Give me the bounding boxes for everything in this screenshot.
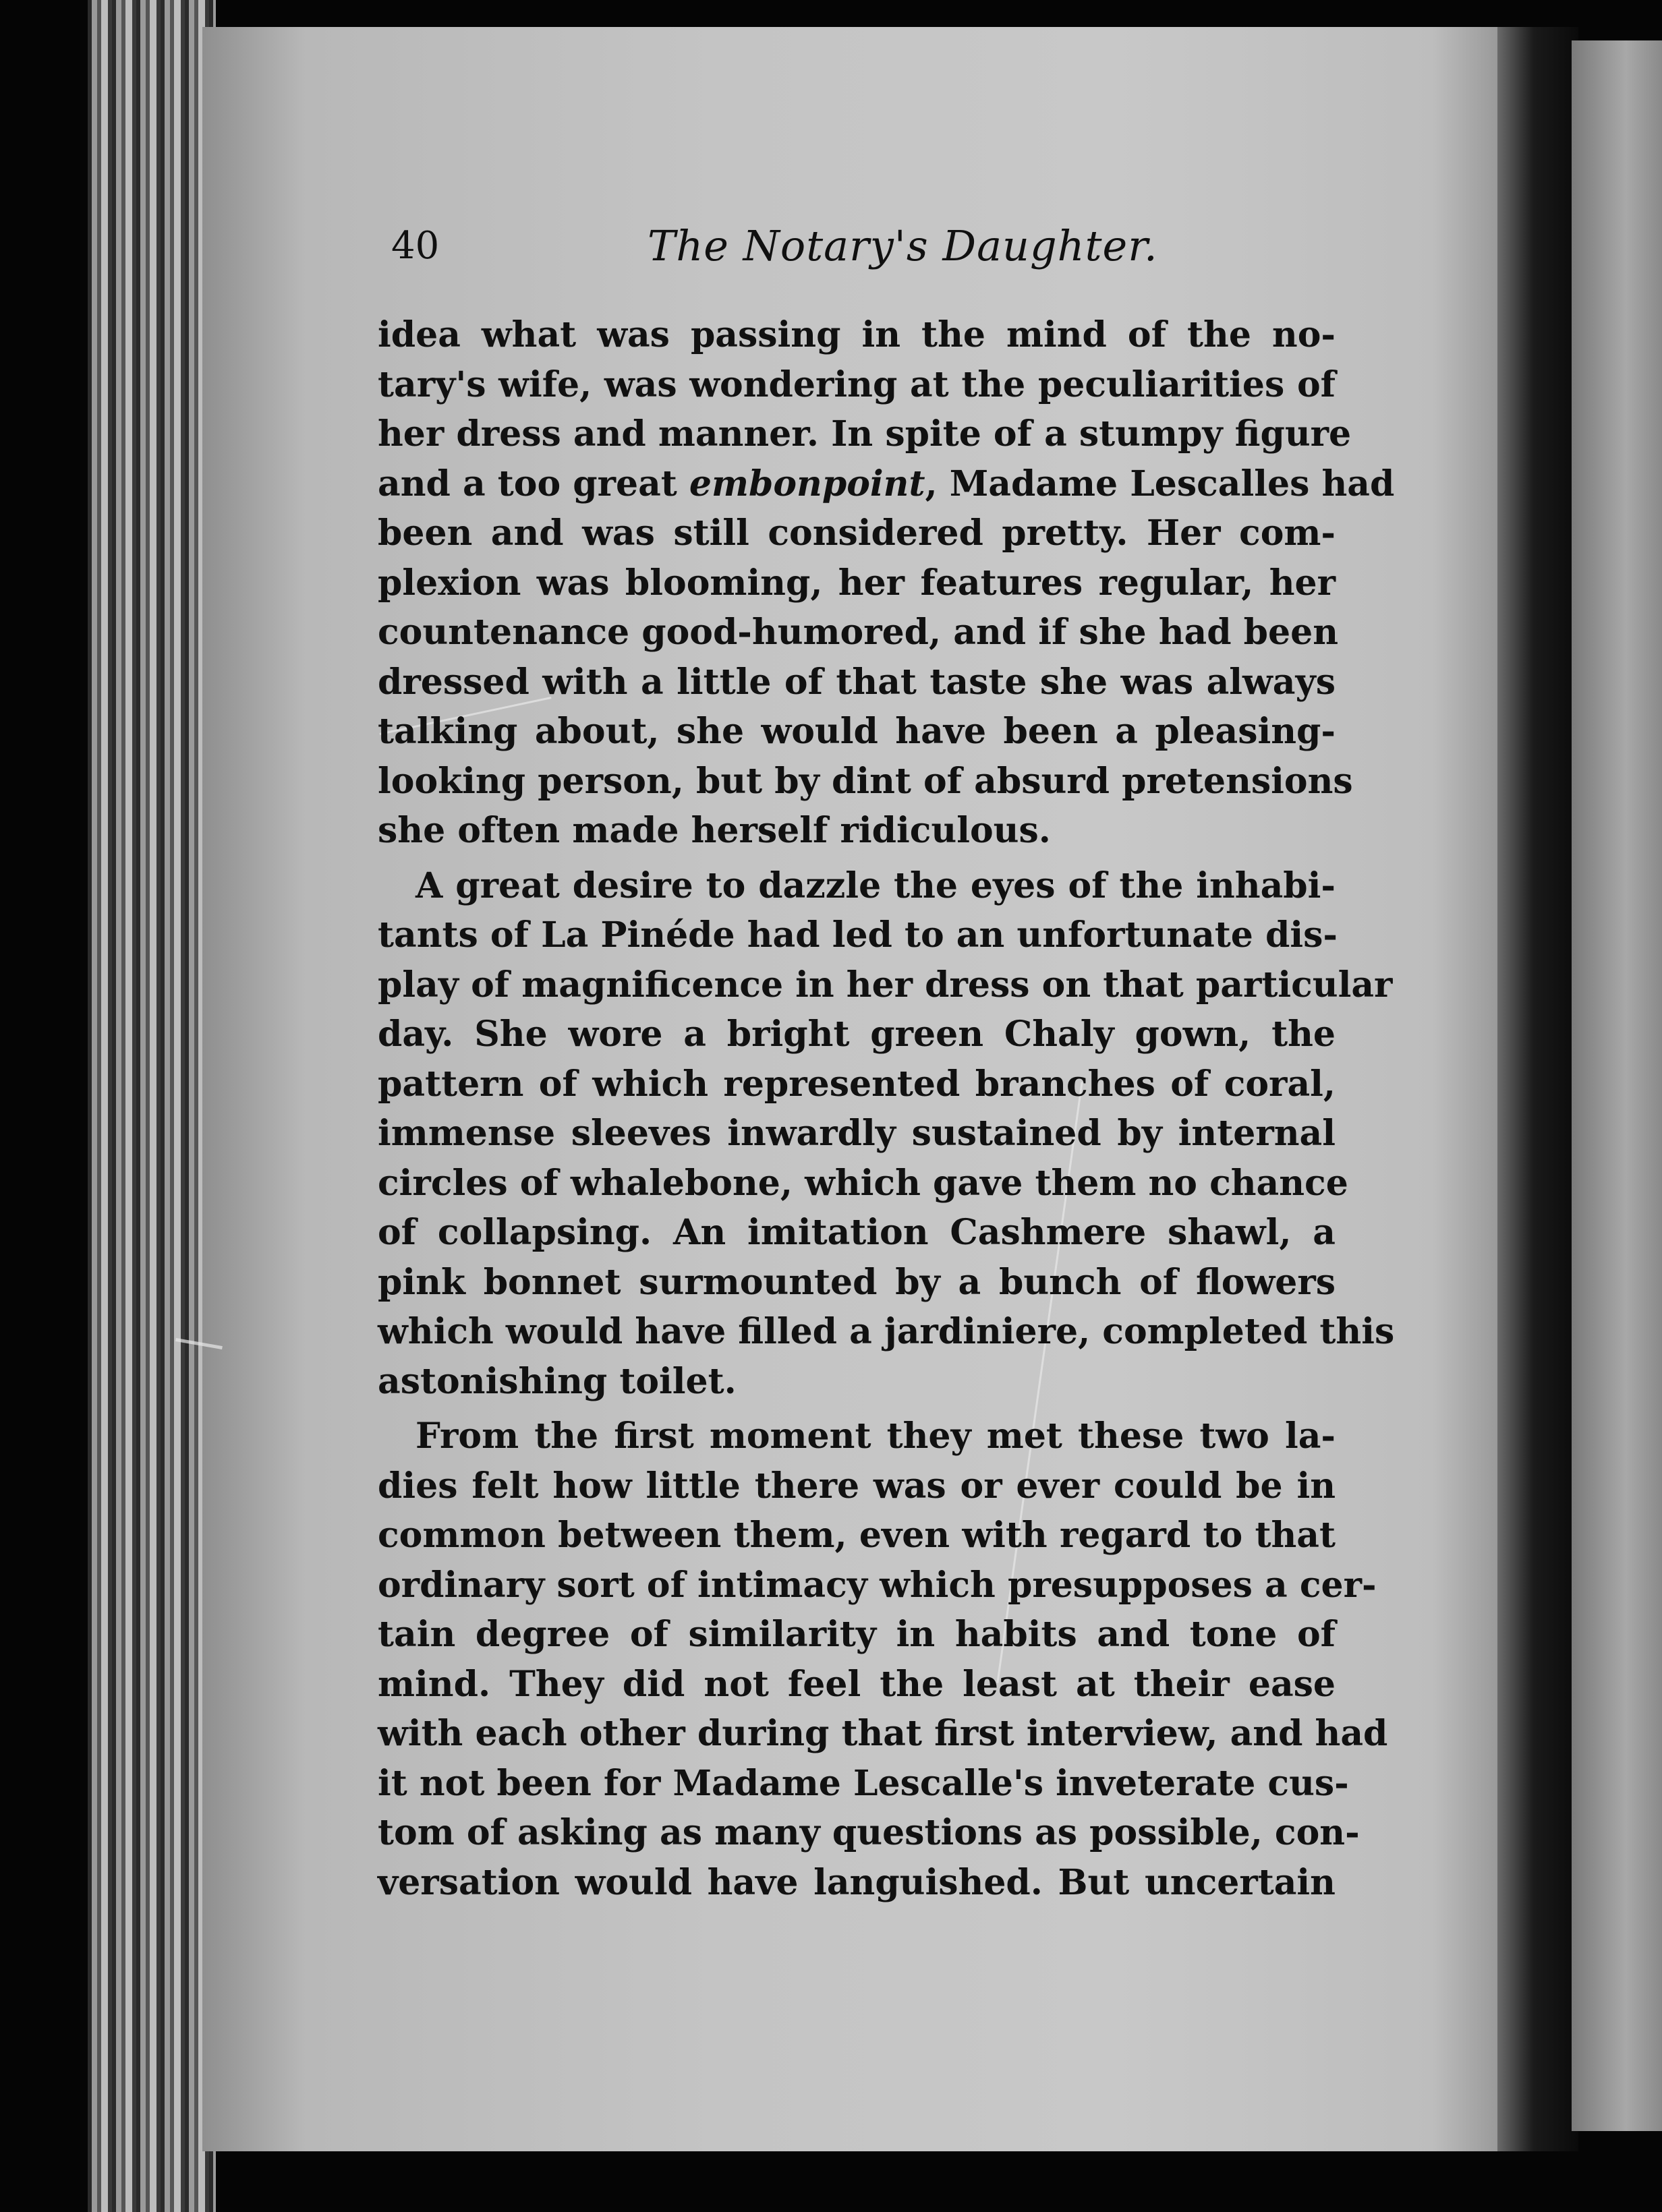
text-line: been and was still considered pretty. Her com- — [378, 513, 1336, 554]
text-line: plexion was blooming, her features regular, her — [378, 562, 1336, 604]
text-line: it not been for Madame Lescalle's inveterate cus- — [378, 1762, 1349, 1804]
text-line: circles of whalebone, which gave them no chance — [378, 1162, 1348, 1204]
text-line: mind. They did not feel the least at their ease — [378, 1663, 1336, 1705]
text-line: immense sleeves inwardly sustained by internal — [378, 1113, 1336, 1154]
text-line: versation would have languished. But uncertain — [378, 1861, 1336, 1903]
text-line: pink bonnet surmounted by a bunch of flowers — [378, 1261, 1336, 1303]
text-line: tain degree of similarity in habits and tone of — [378, 1614, 1336, 1655]
text-line: common between them, even with regard to that — [378, 1515, 1336, 1556]
text-line: play of magnificence in her dress on that particular — [378, 964, 1393, 1006]
text-line: dressed with a little of that taste she was always — [378, 661, 1336, 703]
text-line: tom of asking as many questions as possible, con- — [378, 1812, 1360, 1853]
text-line: pattern of which represented branches of coral, — [378, 1063, 1336, 1105]
paragraph-1 — [378, 310, 1395, 856]
text-line: talking about, she would have been a pleasing- — [378, 711, 1336, 752]
text-line: A great desire to dazzle the eyes of the inhabi- — [416, 865, 1336, 906]
running-title: The Notary's Daughter. — [648, 221, 1158, 270]
text-line: with each other during that first interview, and had — [378, 1713, 1388, 1754]
text-line: astonishing toilet. — [378, 1360, 737, 1402]
book-page-edges — [88, 0, 216, 2212]
book-gutter — [1497, 27, 1578, 2151]
text-line: she often made herself ridiculous. — [378, 810, 1051, 851]
paragraph-2 — [378, 861, 1395, 1407]
text-line: idea what was passing in the mind of the no- — [378, 314, 1336, 355]
text-line: looking person, but by dint of absurd pretensions — [378, 760, 1353, 802]
text-line: countenance good-humored, and if she had been — [378, 612, 1339, 653]
text-line: and a too great embonpoint, Madame Lescalles had — [378, 463, 1395, 504]
text-line: her dress and manner. In spite of a stumpy figure — [378, 413, 1352, 455]
text-line: which would have filled a jardiniere, completed this — [378, 1311, 1395, 1352]
text-line: of collapsing. An imitation Cashmere shawl, a — [378, 1212, 1336, 1253]
page-number: 40 — [391, 224, 440, 268]
body-text — [378, 310, 1395, 1907]
text-line: day. She wore a bright green Chaly gown, the — [378, 1014, 1336, 1055]
text-line: tants of La Pinéde had led to an unfortunate dis- — [378, 914, 1338, 956]
text-line: dies felt how little there was or ever could be in — [378, 1465, 1336, 1507]
text-line: From the first moment they met these two la- — [416, 1416, 1336, 1457]
text-line: ordinary sort of intimacy which presupposes a cer- — [378, 1564, 1377, 1606]
adjacent-page-edge — [1572, 40, 1662, 2131]
running-head — [391, 216, 1349, 276]
text-line: tary's wife, was wondering at the peculiarities of — [378, 363, 1336, 405]
paragraph-3 — [378, 1411, 1388, 1907]
